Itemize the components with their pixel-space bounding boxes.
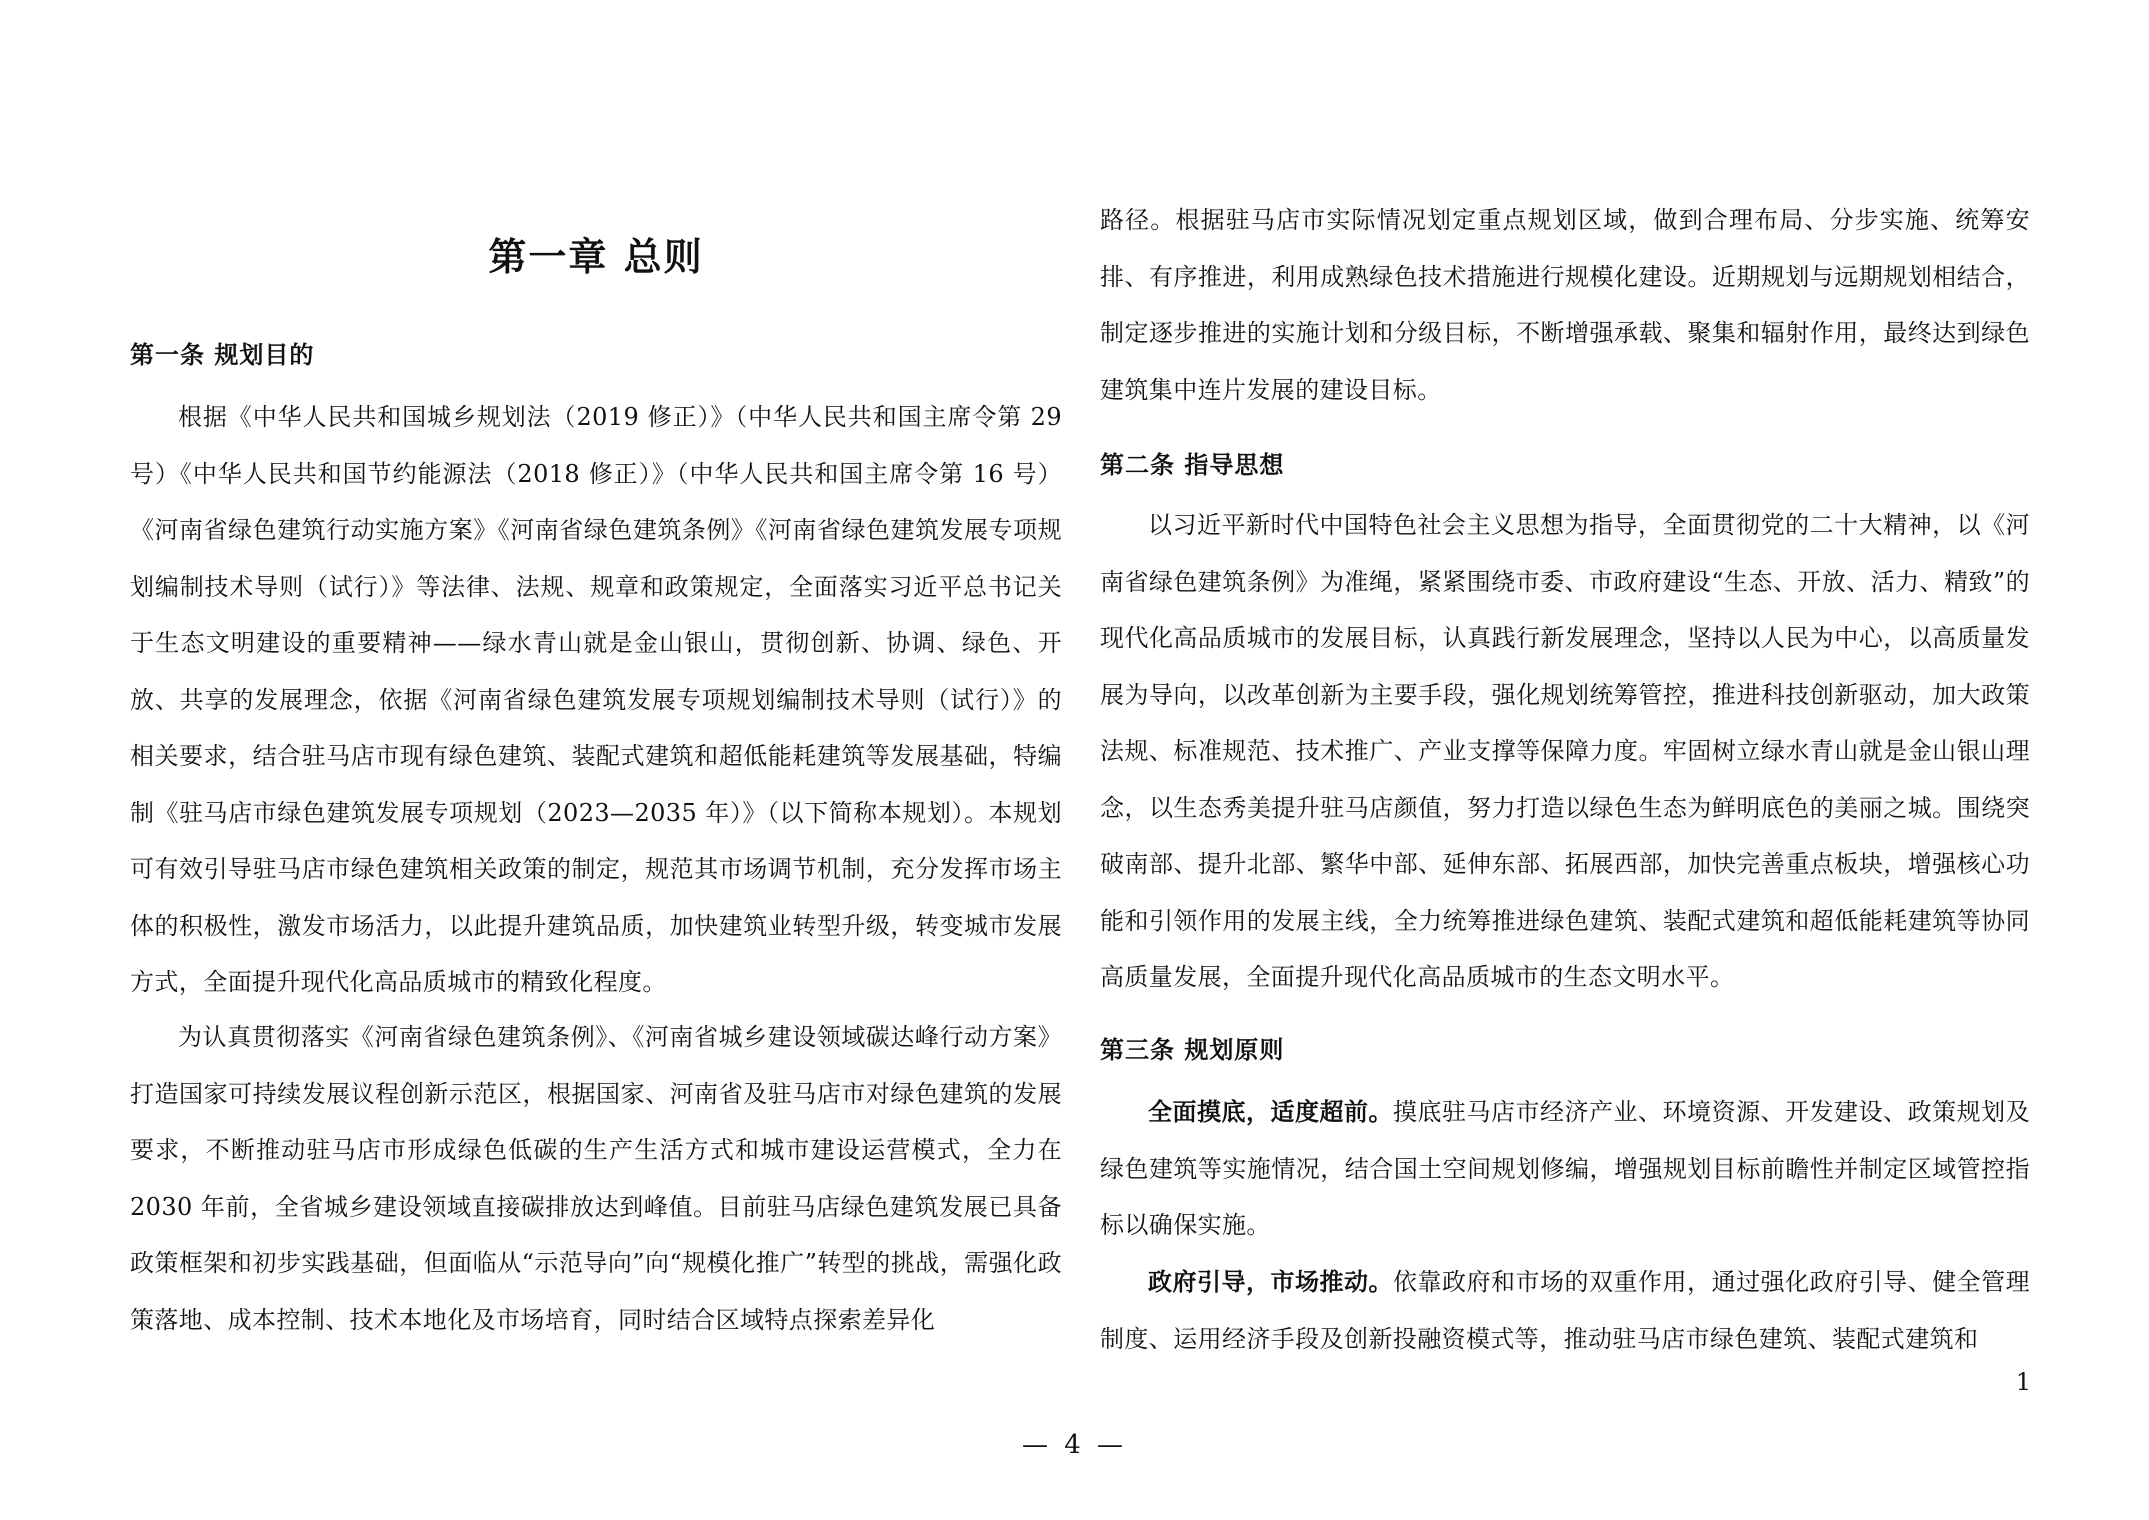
principle-1-text: 摸底驻马店市经济产业、环境资源、开发建设、政策规划及绿色建筑等实施情况，结合国土空间规划修编，增强规划目标前瞻性并制定区域管控指标以确保实施。 <box>1100 1098 2030 1239</box>
article-3-heading: 第三条 规划原则 <box>1100 1036 1285 1064</box>
continued-paragraph: 路径。根据驻马店市实际情况划定重点规划区域，做到合理布局、分步实施、统筹安排、有序推进，利用成熟绿色技术措施进行规模化建设。近期规划与远期规划相结合，制定逐步推进的实施计划和分级目标，不断增强承载、聚集和辐射作用，最终达到绿色建筑集中连片发展的建设目标。 <box>1100 206 2030 404</box>
article-2-paragraph: 以习近平新时代中国特色社会主义思想为指导，全面贯彻党的二十大精神，以《河南省绿色建筑条例》为准绳，紧紧围绕市委、市政府建设“生态、开放、活力、精致”的现代化高品质城市的发展目标，认真践行新发展理念，坚持以人民为中心，以高质量发展为导向，以改革创新为主要手段，强化规划统筹管控，推进科技创新驱动，加大政策法规、标准规范、技术推广、产业支撑等保障力度。牢固树立绿水青山就是金山银山理念，以生态秀美提升驻马店颜值，努力打造以绿色生态为鲜明底色的美丽之城。围绕突破南部、提升北部、繁华中部、延伸东部、拓展西部，加快完善重点板块，增强核心功能和引领作用的发展主线，全力统筹推进绿色建筑、装配式建筑和超低能耗建筑等协同高质量发展，全面提升现代化高品质城市的生态文明水平。 <box>1100 511 2030 991</box>
principle-1-paragraph <box>1100 1084 2030 1254</box>
article-2-heading: 第二条 指导思想 <box>1100 451 1285 479</box>
page-footer: — 4 — <box>1021 1430 1128 1460</box>
principle-2-text: 依靠政府和市场的双重作用，通过强化政府引导、健全管理制度、运用经济手段及创新投融资模式等，推动驻马店市绿色建筑、装配式建筑和 <box>1100 1268 2030 1353</box>
article-1-heading: 第一条 规划目的 <box>130 341 315 369</box>
article-1-paragraph-2: 为认真贯彻落实《河南省绿色建筑条例》、《河南省城乡建设领域碳达峰行动方案》打造国家可持续发展议程创新示范区，根据国家、河南省及驻马店市对绿色建筑的发展要求，不断推动驻马店市形成绿色低碳的生产生活方式和城市建设运营模式，全力在 2030 年前，全省城乡建设领域直接碳排放达到峰值。目前驻马店绿色建筑发展已具备政策框架和初步实践基础，但面临从“示范导向”向“规模化推广”转型的挑战，需强化政策落地、成本控制、技术本地化及市场培育，同时结合区域特点探索差异化 <box>130 1023 1062 1334</box>
principle-2-lead: 政府引导，市场推动。 <box>1148 1268 1394 1296</box>
article-1-paragraph-1: 根据《中华人民共和国城乡规划法（2019 修正）》（中华人民共和国主席令第 29 号）《中华人民共和国节约能源法（2018 修正）》（中华人民共和国主席令第 16 号）《河南省绿色建筑行动实施方案》《河南省绿色建筑条例》《河南省绿色建筑发展专项规划编制技术导则（试行）》等法律、法规、规章和政策规定，全面落实习近平总书记关于生态文明建设的重要精神——绿水青山就是金山银山，贯彻创新、协调、绿色、开放、共享的发展理念，依据《河南省绿色建筑发展专项规划编制技术导则（试行）》的相关要求，结合驻马店市现有绿色建筑、装配式建筑和超低能耗建筑等发展基础，特编制《驻马店市绿色建筑发展专项规划（2023—2035 年）》（以下简称本规划）。本规划可有效引导驻马店市绿色建筑相关政策的制定，规范其市场调节机制，充分发挥市场主体的积极性，激发市场活力，以此提升建筑品质，加快建筑业转型升级，转变城市发展方式，全面提升现代化高品质城市的精致化程度。 <box>130 403 1062 996</box>
principle-1-lead: 全面摸底，适度超前。 <box>1148 1098 1394 1126</box>
page-corner-number: 1 <box>2015 1368 2031 1396</box>
chapter-title: 第一章 总则 <box>488 235 704 279</box>
principle-2-paragraph <box>1100 1254 2030 1367</box>
